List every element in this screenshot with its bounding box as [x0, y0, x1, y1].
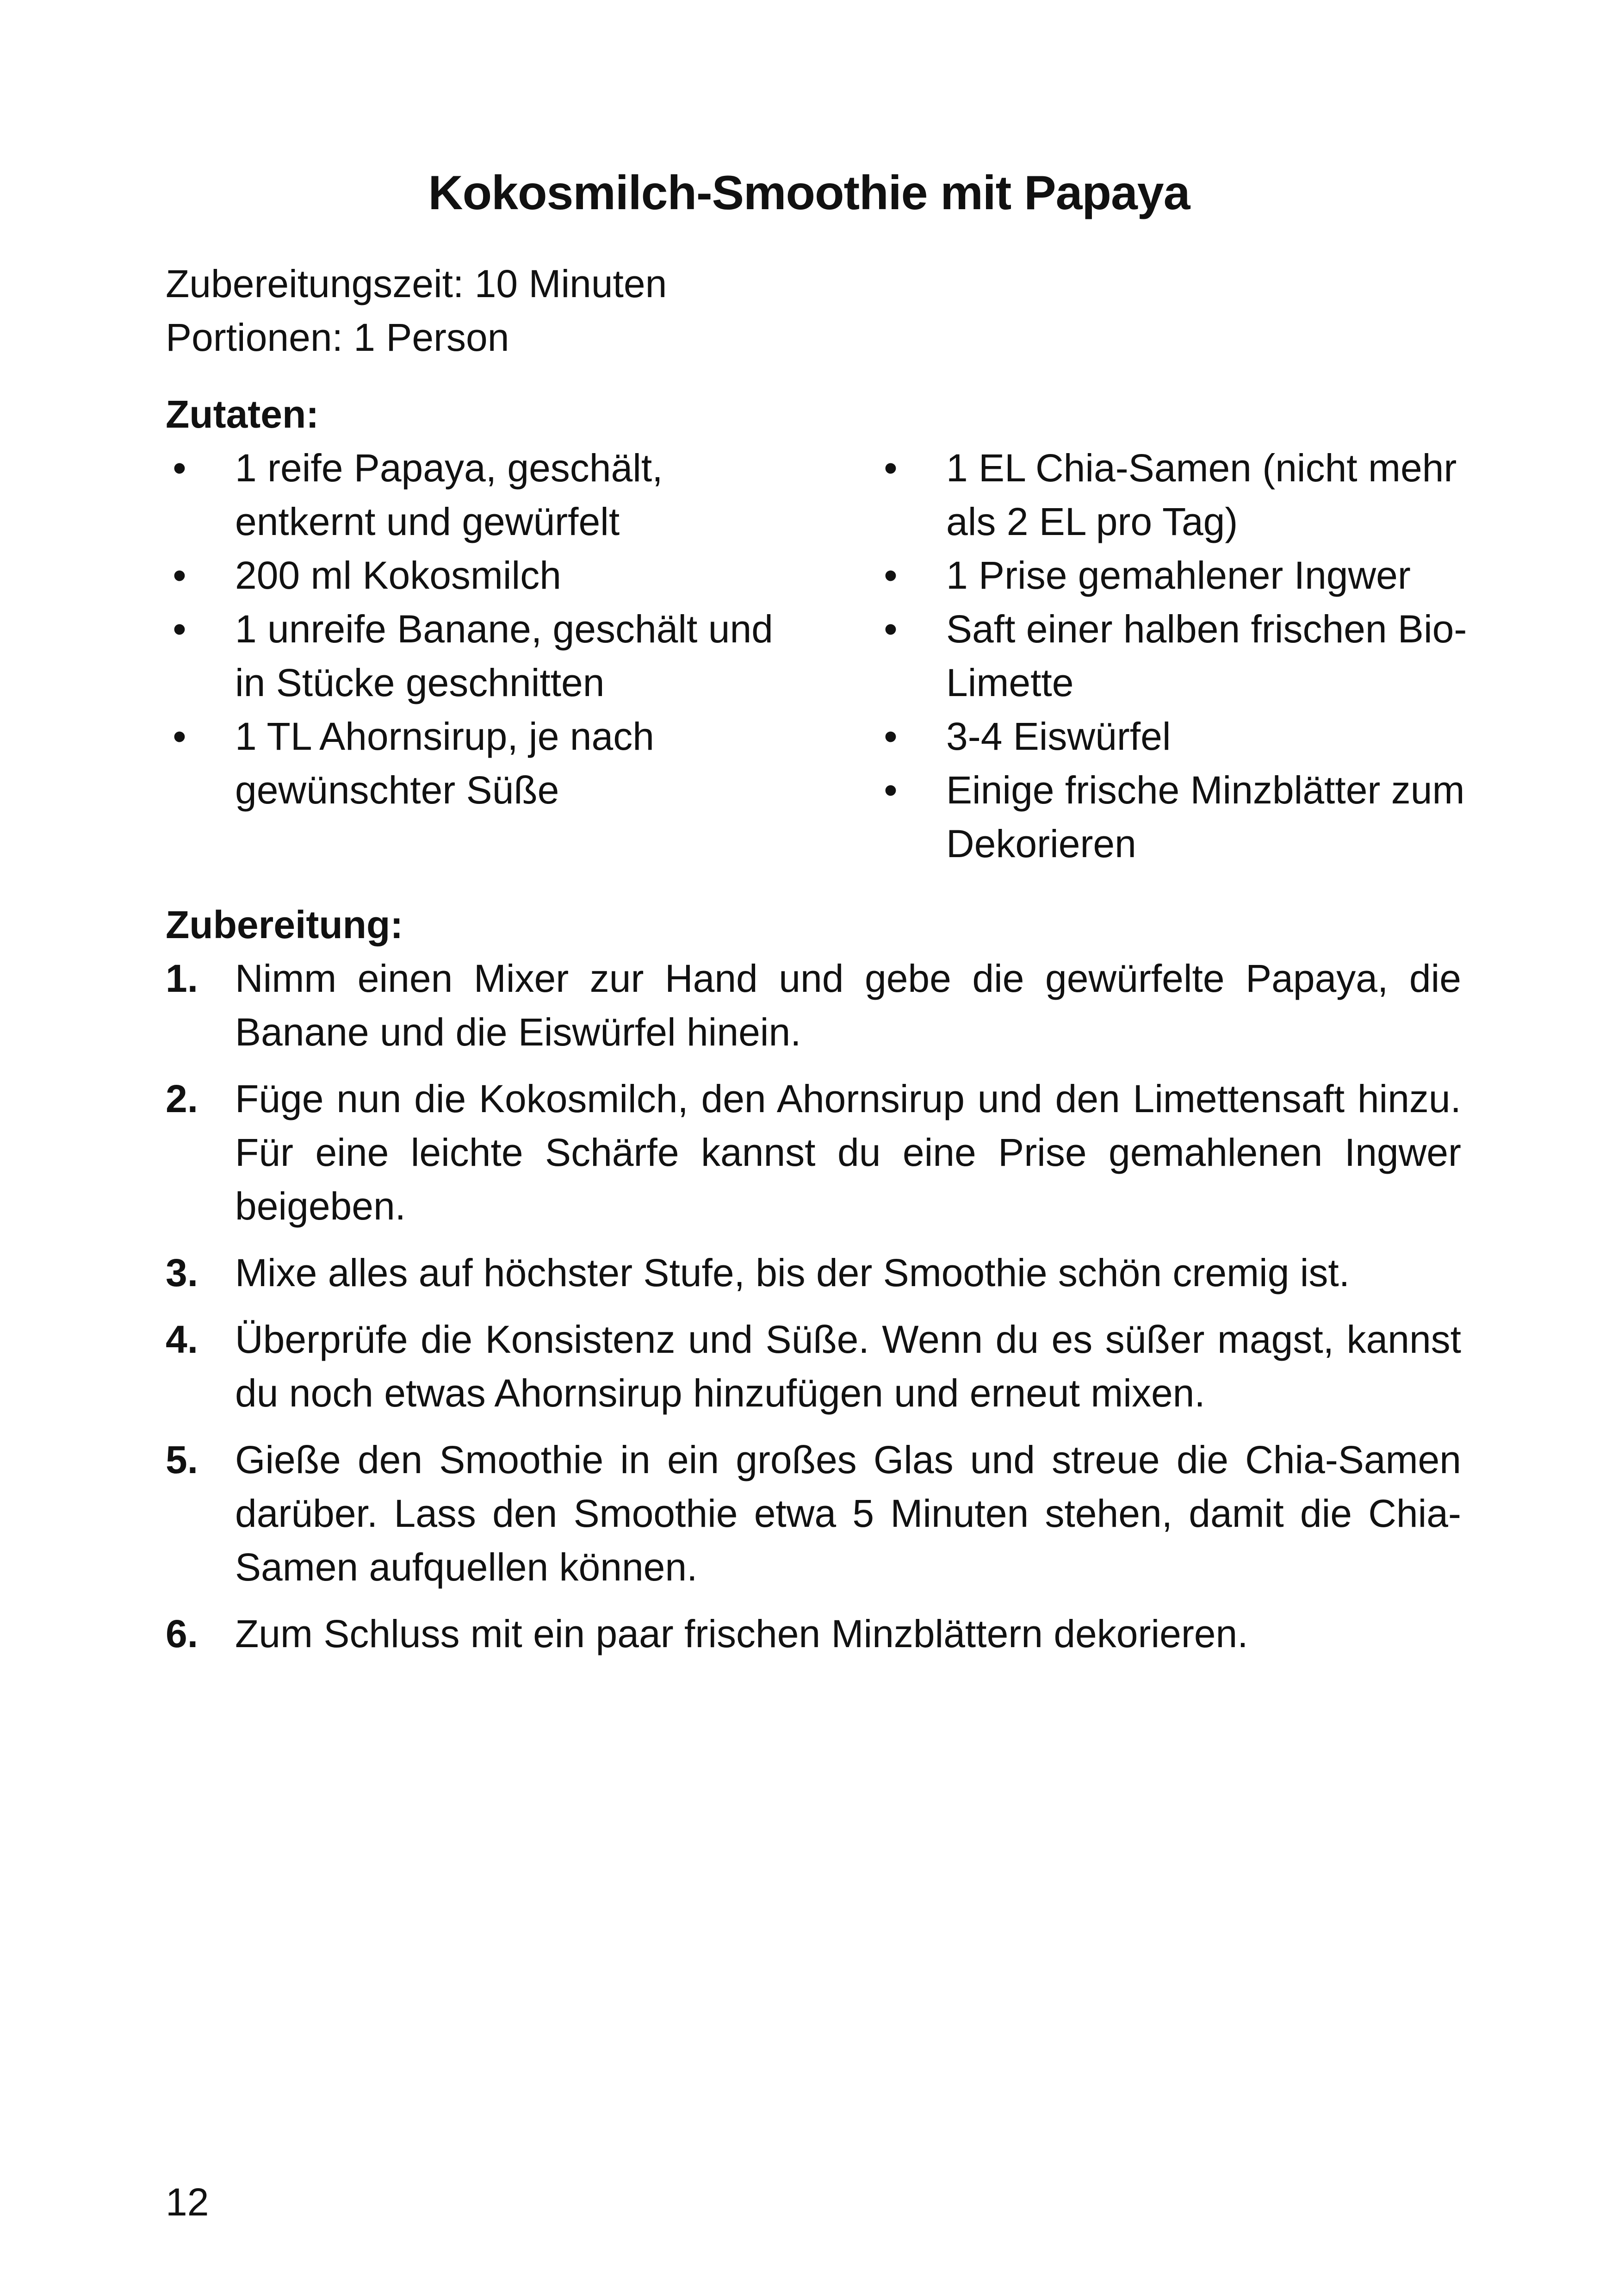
step-text: Nimm einen Mixer zur Hand und gebe die gewürfelte Papaya, die Banane und die Eiswürfel hinein.: [235, 957, 1461, 1054]
ingredient-item: [877, 441, 1488, 548]
ingredient-item: [877, 548, 1488, 602]
bullet-icon: •: [884, 768, 898, 812]
preparation-heading: Zubereitung:: [166, 903, 403, 946]
ingredient-text: 1 unreife Banane, geschält und in Stücke geschnitten: [235, 607, 773, 704]
ingredients-list-left: [166, 441, 786, 817]
ingredient-text: Saft einer halben frischen Bio-Limette: [946, 607, 1467, 704]
step-text: Gieße den Smoothie in ein großes Glas und streue die Chia-Samen darüber. Lass den Smoothie etwa 5 Minuten stehen, damit die Chia-Samen aufquellen können.: [235, 1438, 1461, 1589]
bullet-icon: •: [173, 715, 186, 758]
step-number: 3.: [166, 1251, 198, 1294]
ingredient-text: 1 TL Ahornsirup, je nach gewünschter Süße: [235, 715, 654, 812]
recipe-meta: [166, 257, 667, 364]
step-item: [166, 1313, 1461, 1420]
step-number: 1.: [166, 957, 198, 1000]
bullet-icon: •: [173, 446, 186, 490]
step-number: 2.: [166, 1077, 198, 1120]
step-item: [166, 1607, 1461, 1661]
ingredient-item: [877, 709, 1488, 763]
step-number: 6.: [166, 1612, 198, 1655]
ingredient-text: 3-4 Eiswürfel: [946, 715, 1171, 758]
prep-time: Zubereitungszeit: 10 Minuten: [166, 262, 667, 305]
ingredient-text: 200 ml Kokosmilch: [235, 554, 561, 597]
step-text: Füge nun die Kokosmilch, den Ahornsirup und den Limettensaft hinzu. Für eine leichte Schärfe kannst du eine Prise gemahlenen Ingwer beigeben.: [235, 1077, 1461, 1228]
page-number: 12: [166, 2180, 209, 2224]
step-number: 5.: [166, 1438, 198, 1481]
bullet-icon: •: [884, 446, 898, 490]
ingredient-item: [877, 763, 1488, 871]
ingredients-list-right: [877, 441, 1488, 871]
ingredient-text: 1 reife Papaya, geschält, entkernt und gewürfelt: [235, 446, 663, 543]
ingredient-item: [166, 709, 786, 817]
step-item: [166, 1246, 1461, 1300]
ingredient-text: 1 EL Chia-Samen (nicht mehr als 2 EL pro Tag): [946, 446, 1457, 543]
bullet-icon: •: [173, 607, 186, 651]
step-item: [166, 952, 1461, 1059]
preparation-steps: [166, 952, 1461, 1674]
step-item: [166, 1072, 1461, 1233]
recipe-title: Kokosmilch-Smoothie mit Papaya: [428, 166, 1190, 220]
ingredient-text: Einige frische Minzblätter zum Dekorieren: [946, 768, 1465, 865]
ingredient-item: [166, 441, 786, 548]
ingredient-item: [166, 548, 786, 602]
ingredient-item: [166, 602, 786, 709]
bullet-icon: •: [884, 715, 898, 758]
step-item: [166, 1433, 1461, 1594]
step-text: Zum Schluss mit ein paar frischen Minzblättern dekorieren.: [235, 1612, 1248, 1655]
ingredient-item: [877, 602, 1488, 709]
step-text: Überprüfe die Konsistenz und Süße. Wenn du es süßer magst, kannst du noch etwas Ahornsirup hinzufügen und erneut mixen.: [235, 1318, 1461, 1415]
ingredient-text: 1 Prise gemahlener Ingwer: [946, 554, 1411, 597]
servings: Portionen: 1 Person: [166, 316, 509, 359]
ingredients-heading: Zutaten:: [166, 392, 319, 436]
bullet-icon: •: [884, 607, 898, 651]
bullet-icon: •: [884, 554, 898, 597]
step-number: 4.: [166, 1318, 198, 1361]
bullet-icon: •: [173, 554, 186, 597]
step-text: Mixe alles auf höchster Stufe, bis der Smoothie schön cremig ist.: [235, 1251, 1350, 1294]
